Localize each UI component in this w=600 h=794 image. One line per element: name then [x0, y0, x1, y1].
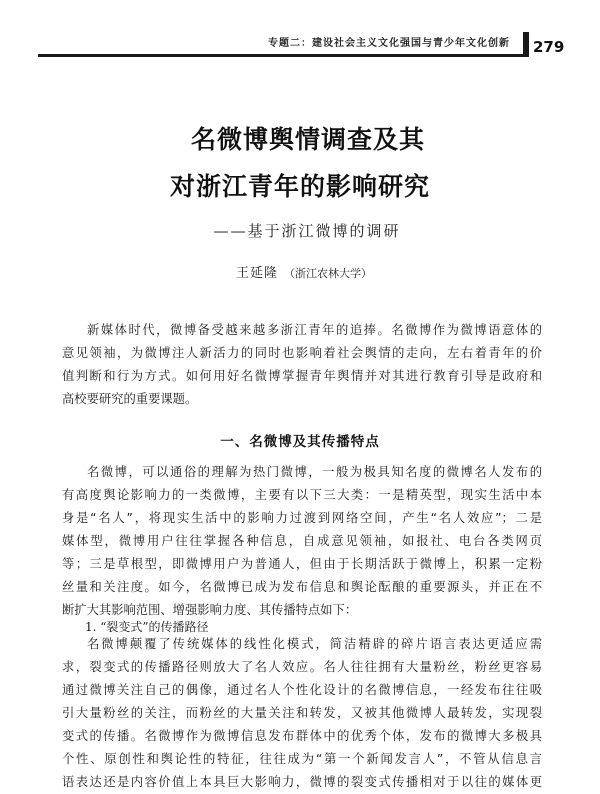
text-line: 高校要研究的重要课题。 [62, 392, 198, 406]
text-line: 变式的传播。名微博作为微博信息发布群体中的优秀个体，发布的微博大多极具 [62, 729, 542, 743]
text-line: 身是“名人”，将现实生活中的影响力过渡到网络空间，产生“名人效应”；二是 [62, 511, 542, 525]
subsection-heading: 1. “裂变式”的传播路径 [85, 620, 209, 634]
body-paragraph-1 [62, 461, 542, 622]
body-paragraph-2 [62, 633, 542, 794]
text-line: 引大量粉丝的关注，而粉丝的大量关注和转发，又被其他微博人最转发，实现裂 [62, 706, 542, 720]
text-line: 名微博颠覆了传统媒体的线性化模式，简洁精辟的碎片语言表达更适应需 [87, 637, 542, 651]
text-line: 媒体型，微博用户往往掌握各种信息，自成意见领袖，如报社、电台各类网页 [62, 534, 542, 548]
text-line: 通过微博关注自己的偶像，通过名人个性化设计的名微博信息，一经发布往往吸 [62, 683, 542, 697]
text-line: 断扩大其影响范围、增强影响力度、其传播特点如下： [62, 603, 358, 617]
text-line: 意见领袖，为微博注人新活力的同时也影响着社会舆情的走向，左右着青年的价 [62, 346, 542, 360]
text-line: 求，裂变式的传播路径则放大了名人效应。名人往往拥有大量粉丝，粉丝更容易 [62, 660, 542, 674]
text-line: 个性、原创性和舆论性的特征，往往成为“第一个新闻发言人”，不管从信息言 [62, 752, 542, 766]
author-line [236, 262, 372, 281]
author-name: 王延隆 [236, 266, 279, 281]
running-header: 专题二：建设社会主义文化强国与青少年文化创新 [268, 38, 510, 49]
text-line: 等；三是草根型，即微博用户为普通人，但由于长期活跃于微博上，积累一定粉 [62, 557, 542, 571]
article-title-line-1: 名微博舆情调查及其 [190, 125, 425, 154]
text-line: 丝量和关注度。如今，名微博已成为发布信息和舆论酝酿的重要源头，并正在不 [62, 580, 542, 594]
page-number: 279 [533, 38, 565, 56]
text-line: 名微博，可以通俗的理解为热门微博，一般为极具知名度的微博名人发布的 [87, 465, 542, 479]
text-line: 值判断和行为方式。如何用好名微博掌握青年舆情并对其进行教育引导是政府和 [62, 369, 542, 383]
article-title-line-2: 对浙江青年的影响研究 [169, 172, 430, 201]
text-line: 语表达还是内容价值上本具巨大影响力，微博的裂变式传播相对于以往的媒体更 [62, 775, 542, 789]
author-affiliation: （浙江农林大学） [284, 267, 373, 280]
abstract-paragraph [62, 319, 542, 411]
page-number-marker [523, 32, 529, 57]
header-rule [38, 54, 528, 57]
text-line: 有高度舆论影响力的一类微博，主要有以下三大类：一是精英型，现实生活中本 [62, 488, 542, 502]
article-subtitle: ——基于浙江微博的调研 [213, 222, 401, 240]
section-heading: 一、名微博及其传播特点 [220, 434, 380, 450]
text-line: 新媒体时代，微博备受越来越多浙江青年的追捧。名微博作为微博语意体的 [87, 323, 542, 337]
